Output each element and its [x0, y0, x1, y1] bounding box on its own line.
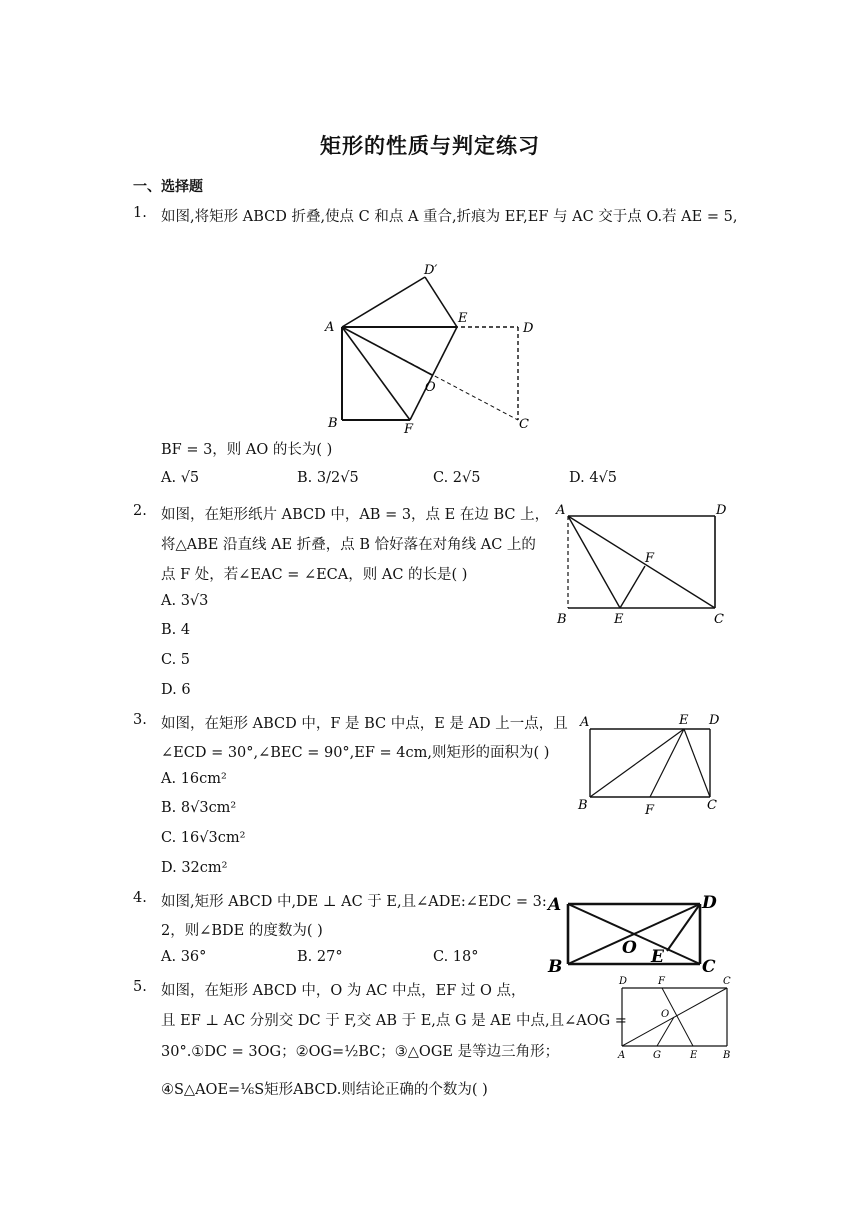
section-heading: 一、选择题 [133, 179, 203, 195]
q1-option-b: B. 3/2√5 [297, 470, 359, 486]
q3-option-a: A. 16cm² [161, 771, 227, 787]
fig4-label: O [622, 938, 637, 958]
fig5-label: E [690, 1050, 698, 1061]
fig4-label: E [651, 947, 664, 967]
q5-line-4: ④S△AOE=⅙S矩形ABCD.则结论正确的个数为( ) [161, 1082, 488, 1098]
q5-number: 5. [133, 979, 147, 995]
fig1-label: D′ [424, 263, 438, 278]
fig2-label: C [714, 612, 724, 627]
q3-number: 3. [133, 712, 147, 728]
q1-line-2: BF = 3，则 AO 的长为( ) [161, 442, 333, 458]
fig5-label: B [723, 1050, 731, 1061]
fig1-label: C [519, 417, 529, 432]
fig5-label: A [618, 1050, 626, 1061]
fig1-label: F [404, 422, 414, 435]
fig2-label: A [556, 503, 566, 518]
q4-figure [545, 890, 727, 976]
fig3-label: F [645, 803, 655, 818]
q2-line-1: 如图，在矩形纸片 ABCD 中，AB = 3，点 E 在边 BC 上， [161, 507, 550, 523]
q1-line-1: 如图,将矩形 ABCD 折叠,使点 C 和点 A 重合,折痕为 EF,EF 与 AC 交于点 O.若 AE = 5, [161, 209, 738, 225]
q3-option-c: C. 16√3cm² [161, 830, 246, 846]
q5-line-3: 30°.①DC = 3OG；②OG=½BC；③△OGE 是等边三角形； [161, 1044, 560, 1060]
q1-number: 1. [133, 205, 147, 221]
fig1-label: B [328, 416, 338, 431]
fig2-label: D [716, 503, 727, 518]
q4-line-2: 2，则∠BDE 的度数为( ) [161, 923, 323, 939]
q3-line-2: ∠ECD = 30°,∠BEC = 90°,EF = 4cm,则矩形的面积为( ) [161, 745, 550, 761]
fig3-label: D [709, 713, 720, 728]
q4-option-b: B. 27° [297, 949, 343, 965]
fig3-label: C [707, 798, 717, 813]
fig2-label: B [557, 612, 567, 627]
fig5-label: D [619, 976, 628, 987]
q3-option-b: B. 8√3cm² [161, 800, 237, 816]
fig1-label: O [425, 380, 436, 395]
q4-number: 4. [133, 890, 147, 906]
q1-option-c: C. 2√5 [433, 470, 481, 486]
q4-line-1: 如图,矩形 ABCD 中,DE ⊥ AC 于 E,且∠ADE:∠EDC = 3: [161, 894, 547, 910]
fig5-label: F [658, 976, 665, 987]
fig2-label: E [614, 612, 624, 627]
fig3-label: E [679, 713, 689, 728]
fig4-label: D [702, 893, 717, 913]
q1-figure [320, 255, 540, 435]
q5-line-1: 如图，在矩形 ABCD 中，O 为 AC 中点，EF 过 O 点， [161, 983, 526, 999]
fig4-label: A [548, 895, 562, 915]
q5-figure [612, 972, 736, 1064]
q5-line-2: 且 EF ⊥ AC 分别交 DC 于 F,交 AB 于 E,点 G 是 AE 中点,且∠AOG = [161, 1013, 627, 1029]
q2-figure [552, 500, 732, 630]
fig1-label: E [458, 311, 468, 326]
fig3-label: A [580, 715, 590, 730]
fig5-label: G [653, 1050, 661, 1061]
fig1-label: A [325, 320, 335, 335]
fig2-label: F [645, 551, 655, 566]
q1-option-a: A. √5 [161, 470, 200, 486]
q2-line-2: 将△ABE 沿直线 AE 折叠，点 B 恰好落在对角线 AC 上的 [161, 537, 536, 553]
fig5-label: C [723, 976, 731, 987]
q2-option-a: A. 3√3 [161, 593, 209, 609]
q3-figure [572, 708, 732, 820]
q2-option-b: B. 4 [161, 622, 191, 638]
q4-option-a: A. 36° [161, 949, 207, 965]
page-title: 矩形的性质与判定练习 [320, 134, 540, 158]
q2-number: 2. [133, 503, 147, 519]
fig5-label: O [661, 1009, 670, 1020]
q2-line-3: 点 F 处，若∠EAC = ∠ECA，则 AC 的长是( ) [161, 567, 468, 583]
q2-option-c: C. 5 [161, 652, 191, 668]
q3-line-1: 如图，在矩形 ABCD 中，F 是 BC 中点，E 是 AD 上一点，且 [161, 716, 568, 732]
q4-option-c: C. 18° [433, 949, 479, 965]
q2-option-d: D. 6 [161, 682, 191, 698]
fig4-label: B [548, 957, 563, 976]
fig4-label: C [702, 957, 716, 976]
q1-option-d: D. 4√5 [569, 470, 618, 486]
fig1-label: D [523, 321, 534, 336]
fig3-label: B [578, 798, 588, 813]
q3-option-d: D. 32cm² [161, 860, 228, 876]
